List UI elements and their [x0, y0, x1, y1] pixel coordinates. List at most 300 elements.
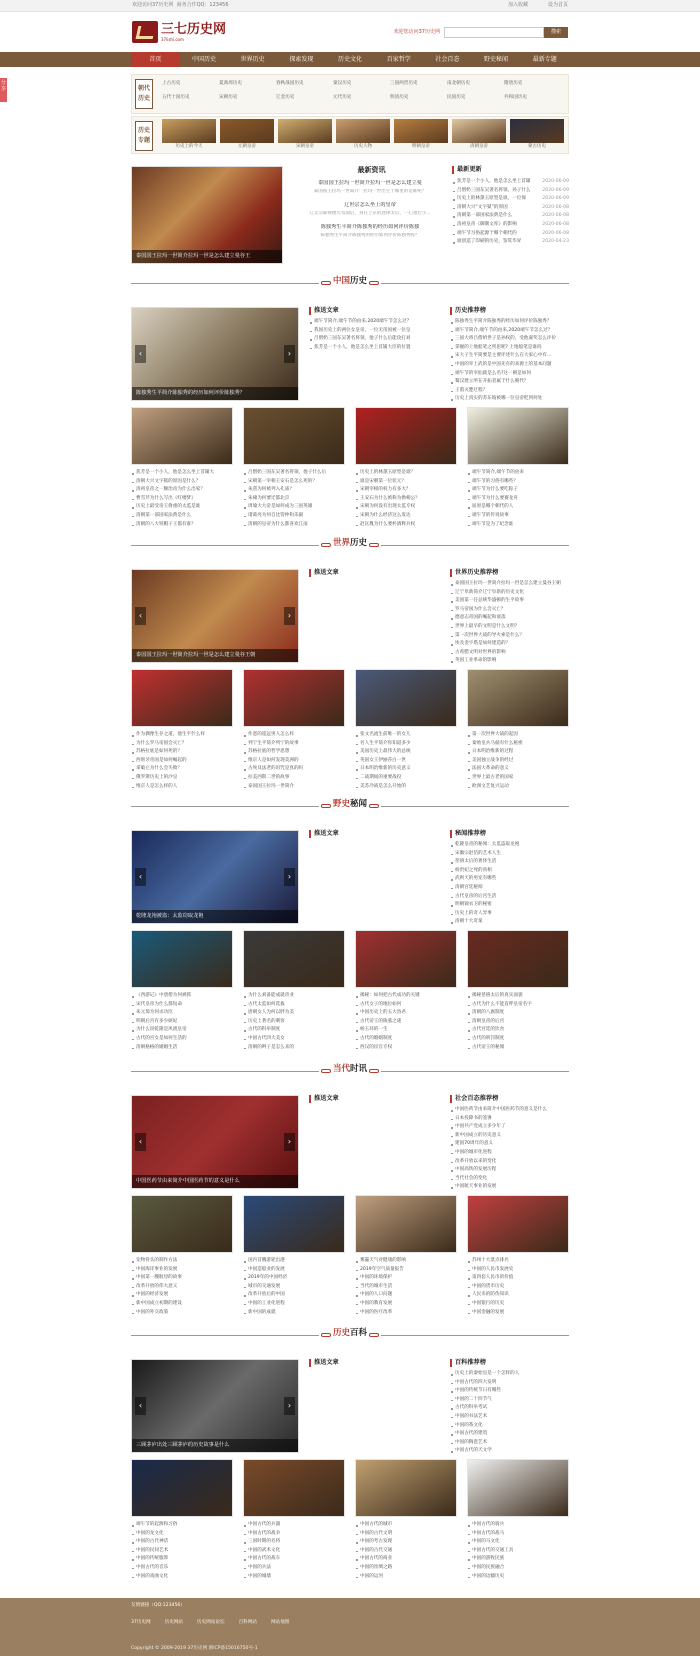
prev-arrow-icon[interactable]: ‹: [135, 607, 146, 625]
section-column-item[interactable]: 苏格拉底是如何死的？: [131, 748, 235, 757]
topic-item[interactable]: [278, 119, 332, 150]
rank-item[interactable]: 宋徽宗赵佶的艺术人生: [450, 850, 569, 859]
section-column-item[interactable]: 中国的古代神话: [131, 1538, 235, 1547]
section-column-item[interactable]: 端午节简介,端午节的由来: [467, 469, 571, 478]
section-image[interactable]: [355, 407, 457, 465]
section-column-item[interactable]: 欧洲文艺复兴运动: [467, 783, 571, 792]
section-column-item[interactable]: 国内首艘游轮出港: [243, 1257, 347, 1266]
section-column-item[interactable]: 苏格拉底的哲学思想: [243, 748, 347, 757]
section-column-item[interactable]: 第一次世界大战的起因: [467, 731, 571, 740]
latest-item-title[interactable]: 谁创造了印刷的历史，鉴赏毕昇: [457, 239, 522, 245]
section-column-item[interactable]: 为什么刘备能成就帝业: [243, 992, 347, 1001]
section-title[interactable]: [319, 799, 381, 810]
set-home-link[interactable]: 设为首页: [547, 2, 568, 9]
section-column-item[interactable]: 中国的民间艺术: [131, 1547, 235, 1556]
section-column-item[interactable]: 中国的戏曲文化: [131, 1573, 235, 1582]
section-image[interactable]: [355, 930, 457, 988]
section-column-item[interactable]: 泰国国王拉玛一世简介: [243, 783, 347, 792]
section-column-item[interactable]: 英国女王伊丽莎白一世: [355, 757, 459, 766]
topic-caption[interactable]: 历史人物: [354, 144, 372, 149]
rank-item[interactable]: 端午节简介,端午节的由来,2020端午节怎么过？: [450, 327, 569, 336]
topic-thumb-image[interactable]: [162, 119, 216, 143]
section-image[interactable]: [355, 1195, 457, 1253]
section-column-item[interactable]: 杨玉环的一生: [355, 1026, 459, 1035]
section-title[interactable]: [319, 1064, 381, 1075]
nav-item-8[interactable]: 最新专题: [532, 56, 557, 63]
section-column-item[interactable]: 拉美西斯二世的故事: [243, 774, 347, 783]
section-column-item[interactable]: 朱熹为何被列入孔庙？: [243, 486, 347, 495]
section-image[interactable]: [355, 669, 457, 727]
section-column-item[interactable]: 中国历史上的五大昏君: [355, 1009, 459, 1018]
section-column-item[interactable]: 世界上最古老的国家: [467, 774, 571, 783]
section-column-item[interactable]: 人民币的防伪知识: [467, 1291, 571, 1300]
section-column-item[interactable]: 焦芳是一个小人，他是怎么坐上首辅大: [131, 469, 235, 478]
dynasty-link[interactable]: 秦汉历史: [333, 81, 352, 86]
section-column-item[interactable]: 端午节的起源和习俗: [131, 1521, 235, 1530]
section-column-item[interactable]: 中国的考古发现: [355, 1538, 459, 1547]
section-column-item[interactable]: 三国时期的名将: [243, 1538, 347, 1547]
section-column-item[interactable]: 古代太监如何选拔: [243, 1001, 347, 1010]
footer-link[interactable]: 历史网站论坛: [197, 1620, 225, 1625]
nav-item-3[interactable]: 探索发现: [289, 56, 314, 63]
topic-caption[interactable]: 宋朝皇帝: [296, 144, 314, 149]
section-title[interactable]: [319, 276, 381, 287]
rank-item[interactable]: 古希腊文明对世界的影响: [450, 649, 569, 658]
section-column-item[interactable]: 中国的人民币发展史: [467, 1266, 571, 1275]
section-column-item[interactable]: 古代的刑罚制度: [467, 1035, 571, 1044]
section-column-item[interactable]: 赵匡胤为什么要杯酒释兵权: [355, 521, 459, 530]
dynasty-link[interactable]: 宋朝历史: [219, 95, 238, 100]
section-column-item[interactable]: 宋朝为何没有出现太监专权: [355, 503, 459, 512]
section-image[interactable]: [243, 930, 345, 988]
latest-item[interactable]: [452, 195, 569, 204]
rank-item[interactable]: 泰国国王拉玛一世简介拉玛一世是怎么建立曼谷王朝: [450, 580, 569, 589]
section-image[interactable]: [243, 669, 345, 727]
section-column-item[interactable]: 屈原是哪个朝代的人: [467, 503, 571, 512]
news-item-title[interactable]: 陈独秀生平简介陈独秀的经历如何评价陈独: [320, 224, 420, 231]
section-column-item[interactable]: 揭秘：如何把古代成功的关键: [355, 992, 459, 1001]
section-column-item[interactable]: 中国的兵法: [243, 1564, 347, 1573]
section-column-item[interactable]: 清初皇帝之一顺治帝为什么出家？: [131, 486, 235, 495]
section-feature-image[interactable]: [131, 1095, 299, 1189]
section-column-item[interactable]: 张文名流生前唯一的女儿: [355, 731, 459, 740]
section-column-item[interactable]: 历史上著名的刺客: [243, 1018, 347, 1027]
section-column-item[interactable]: 美国历史上最伟大的总统: [355, 748, 459, 757]
section-column-item[interactable]: 宋代皇帝为什么都短命: [131, 1001, 235, 1010]
section-column-item[interactable]: 改革开放的伟大意义: [131, 1283, 235, 1292]
topic-thumb-image[interactable]: [394, 119, 448, 143]
rank-item[interactable]: 武则天的男宠有哪些: [450, 875, 569, 884]
site-logo[interactable]: [132, 21, 226, 43]
news-item-title[interactable]: 辽世宗怎么坐上的皇帝: [344, 202, 396, 209]
section-column-item[interactable]: 宋朝宰相的权力有多大？: [355, 486, 459, 495]
rank-item[interactable]: 中国航天事业的发展: [450, 1183, 569, 1192]
section-column-item[interactable]: 古代女子的地位如何: [355, 1001, 459, 1010]
section-image[interactable]: [467, 669, 569, 727]
rank-item[interactable]: 改革开放以来的变化: [450, 1158, 569, 1167]
section-column-item[interactable]: 古代帝王的秘闻: [467, 1044, 571, 1053]
recommend-item[interactable]: 端午节简介,端午节的由来,2020端午节怎么过？: [309, 318, 433, 327]
section-column-item[interactable]: 端午节的传说故事: [467, 512, 571, 521]
hero-caption[interactable]: 泰国国王拉玛一世简介拉玛一世是怎么建立曼谷王: [132, 250, 282, 263]
rank-item[interactable]: 第一次世界大战的导火索是什么？: [450, 632, 569, 641]
latest-item-title[interactable]: 清朝大兴“文字狱”的原因: [457, 204, 508, 210]
section-column-item[interactable]: 中国的边疆历史: [467, 1573, 571, 1582]
section-column-item[interactable]: 中国的环境保护: [355, 1274, 459, 1283]
news-item-title[interactable]: 泰国国王拉玛一世简介拉玛一世是怎么建立曼: [318, 180, 422, 186]
topic-item[interactable]: [336, 119, 390, 150]
section-column-item[interactable]: 中国的教育发展: [355, 1300, 459, 1309]
news-item[interactable]: [300, 202, 440, 216]
rank-item[interactable]: 明朝锦衣卫的秘密: [450, 901, 569, 910]
section-image[interactable]: [355, 1459, 457, 1517]
topic-caption[interactable]: 历史上的今天: [175, 144, 203, 149]
footer-link[interactable]: 网站地图: [271, 1620, 290, 1625]
rank-item[interactable]: 德意志帝国的崛起和衰落: [450, 614, 569, 623]
section-column-item[interactable]: 为什么说乾隆是风流皇帝: [131, 1026, 235, 1035]
section-column-item[interactable]: 日本明治维新的过程: [467, 748, 571, 757]
dynasty-link[interactable]: 三国两晋历史: [390, 81, 418, 86]
section-image[interactable]: [131, 669, 233, 727]
section-image[interactable]: [243, 1195, 345, 1253]
section-column-item[interactable]: 《西游记》中唐僧为何被抓: [131, 992, 235, 1001]
section-image[interactable]: [131, 1459, 233, 1517]
rank-item[interactable]: 英国工业革命的影响: [450, 657, 569, 666]
section-image[interactable]: [243, 1459, 345, 1517]
topic-thumb-image[interactable]: [278, 119, 332, 143]
section-column-item[interactable]: 中国的武术文化: [243, 1547, 347, 1556]
section-column-item[interactable]: 美国独立战争的经过: [467, 757, 571, 766]
prev-arrow-icon[interactable]: ‹: [135, 345, 146, 363]
section-column-item[interactable]: 谁是宋朝第一位状元？: [355, 478, 459, 487]
section-column-item[interactable]: 古代为什么不能直呼皇帝名字: [467, 1001, 571, 1010]
nav-item-0[interactable]: 首页: [131, 52, 180, 67]
latest-item-title[interactable]: 清初皇帝《御制文库》的影响: [457, 221, 517, 227]
section-column-item[interactable]: 古代帝王的陵墓之谜: [355, 1018, 459, 1027]
dynasty-link[interactable]: 夏商周历史: [219, 81, 242, 86]
rank-item[interactable]: 美国第一任总统华盛顿的生平故事: [450, 597, 569, 606]
topic-caption[interactable]: 蒙古历史: [528, 144, 546, 149]
section-feature-caption[interactable]: 中国医药节由来简介中国医药节的意义是什么: [132, 1175, 298, 1188]
rank-item[interactable]: 历史上的奇人异事: [450, 910, 569, 919]
section-column-item[interactable]: 宋朝第一宰相王安石是怎么死的？: [243, 478, 347, 487]
section-column-item[interactable]: 揭秘慈禧太后的真实面貌: [467, 992, 571, 1001]
section-column-item[interactable]: 中国古代四大美女: [243, 1035, 347, 1044]
section-column-item[interactable]: 周瑜大大帝是如何成为三国英雄: [243, 503, 347, 512]
rank-item[interactable]: 古代皇帝的后宫生活: [450, 893, 569, 902]
section-column-item[interactable]: 2019年的中国经济: [243, 1274, 347, 1283]
topic-item[interactable]: [162, 119, 216, 150]
section-title[interactable]: [319, 1328, 381, 1339]
section-image[interactable]: [467, 1195, 569, 1253]
section-column-item[interactable]: 历史上的林黛玉原型是谁？: [355, 469, 459, 478]
section-column-item[interactable]: 宋朝为什么经济这么发达: [355, 512, 459, 521]
rank-item[interactable]: 宋大子生平简要是主要评述什么在大家心中有...: [450, 352, 569, 361]
section-image[interactable]: [131, 930, 233, 988]
section-column-item[interactable]: 作恶的遥远男人怎么样: [243, 731, 347, 740]
recommend-item[interactable]: 吕僧奶三国东吴著名将领，他子什么后能攻打刘: [309, 335, 433, 344]
section-column-item[interactable]: 中国的传统服饰: [131, 1555, 235, 1564]
dynasty-link[interactable]: 南北朝历史: [447, 81, 470, 86]
latest-item-title[interactable]: 吕僧奶三国东吴著名将领，孙子什么: [457, 187, 531, 193]
latest-item[interactable]: [452, 204, 569, 213]
section-column-item[interactable]: 法国大革命的意义: [467, 765, 571, 774]
section-column-item[interactable]: 古代宫廷的饮食: [467, 1026, 571, 1035]
rank-item[interactable]: 中国的陶瓷艺术: [450, 1439, 569, 1448]
section-image[interactable]: [131, 1195, 233, 1253]
nav-item-2[interactable]: 世界历史: [240, 56, 265, 63]
section-image[interactable]: [467, 407, 569, 465]
section-column-item[interactable]: 维京人是如何发现美洲的: [243, 757, 347, 766]
latest-item-title[interactable]: 历史上的林黛玉原型是谁，一位保: [457, 196, 526, 202]
section-column-item[interactable]: 作为偶像生存之道，他生平什么样: [131, 731, 235, 740]
recommend-item[interactable]: 焦芳是一个小人，他是怎么坐上首辅大臣的位置: [309, 344, 433, 353]
dynasty-link[interactable]: 隋唐历史: [504, 81, 523, 86]
rank-item[interactable]: 古代的科举考试: [450, 1404, 569, 1413]
latest-item[interactable]: [452, 221, 569, 230]
rank-item[interactable]: 陈独秀生平简介陈独秀的经历如何评价陈独秀？: [450, 318, 569, 327]
rank-item[interactable]: 中国的城市化进程: [450, 1149, 569, 1158]
section-column-item[interactable]: 古代的宫女是如何生活的: [131, 1035, 235, 1044]
rank-item[interactable]: 慈禧太后的奢侈生活: [450, 858, 569, 867]
topic-caption[interactable]: 明朝皇帝: [412, 144, 430, 149]
section-column-item[interactable]: 朱元璋为何杀功臣: [131, 1009, 235, 1018]
rank-item[interactable]: 中国共产党成立多少年了: [450, 1123, 569, 1132]
search-input[interactable]: [444, 27, 544, 38]
dynasty-link[interactable]: 明清历史: [390, 95, 409, 100]
section-column-item[interactable]: 中国第一艘航母的故事: [131, 1274, 235, 1283]
latest-item-title[interactable]: 端午节习俗起源于哪个朝代的: [457, 230, 517, 236]
section-column-item[interactable]: 王安石为什么被称为拗相公？: [355, 495, 459, 504]
rank-item[interactable]: 掌握的上地船笔之所思呢? 上地船笔是谁吗: [450, 344, 569, 353]
rank-item[interactable]: 中国的宰上武的是中国先有的来源上的基本问题: [450, 361, 569, 370]
section-column-item[interactable]: 中国的工业化进程: [243, 1300, 347, 1309]
next-arrow-icon[interactable]: ›: [284, 607, 295, 625]
section-column-item[interactable]: 中国古代的交通工具: [467, 1547, 571, 1556]
section-column-item[interactable]: 美苏冷战是怎么开始的: [355, 783, 459, 792]
section-column-item[interactable]: 改革开放后的中国: [243, 1291, 347, 1300]
rank-item[interactable]: 历史上的秦始皇是一个怎样的人: [450, 1370, 569, 1379]
section-column-item[interactable]: 俄罗斯历史上的沙皇: [131, 774, 235, 783]
section-title[interactable]: [319, 538, 381, 549]
section-feature-caption[interactable]: 三顾茅庐出处三顾茅庐的历史故事是什么: [132, 1439, 298, 1452]
rank-item[interactable]: 蜀汉建立所在开拓者属于什么朝代？: [450, 378, 569, 387]
prev-arrow-icon[interactable]: ‹: [135, 1133, 146, 1151]
latest-item[interactable]: [452, 187, 569, 196]
dynasty-link[interactable]: 春秋战国历史: [276, 81, 304, 86]
dynasty-link[interactable]: 辽金历史: [276, 95, 295, 100]
rank-item[interactable]: 中国的传统节日有哪些: [450, 1387, 569, 1396]
section-column-item[interactable]: 中国的民族融合: [467, 1564, 571, 1573]
rank-item[interactable]: 中国古代的四大发明: [450, 1379, 569, 1388]
section-column-item[interactable]: 当代的城市生活: [355, 1283, 459, 1292]
section-column-item[interactable]: 中国的经济发展: [131, 1291, 235, 1300]
section-column-item[interactable]: 日本明治维新的历史意义: [355, 765, 459, 774]
nav-item-5[interactable]: 百家哲学: [386, 56, 411, 63]
section-column-item[interactable]: 清朝的八大铁帽子王都有谁？: [131, 521, 235, 530]
section-column-item[interactable]: 拿破仑为什么会失败？: [131, 765, 235, 774]
rank-item[interactable]: 新中国成立的历史意义: [450, 1132, 569, 1141]
section-feature-image[interactable]: [131, 307, 299, 401]
section-column-item[interactable]: 清朝的辫子是怎么来的: [243, 1044, 347, 1053]
section-column-item[interactable]: 中国的城墙: [243, 1573, 347, 1582]
section-column-item[interactable]: 中国古代的战争: [243, 1530, 347, 1539]
section-column-item[interactable]: 中国海洋事业的发展: [131, 1266, 235, 1275]
section-column-item[interactable]: 朱棣为何要迁都北京: [243, 495, 347, 504]
section-column-item[interactable]: 清朝大兴文字狱的原因是什么？: [131, 478, 235, 487]
section-column-item[interactable]: 曹雪芹为什么写出《红楼梦》: [131, 495, 235, 504]
prev-arrow-icon[interactable]: ‹: [135, 1397, 146, 1415]
rank-item[interactable]: 建国70周年的意义: [450, 1140, 569, 1149]
section-feature-caption[interactable]: 泰国国王拉玛一世简介拉玛一世是怎么建立曼谷王朝: [132, 649, 298, 662]
topic-caption[interactable]: 清朝皇帝: [470, 144, 488, 149]
topic-thumb-image[interactable]: [510, 119, 564, 143]
rank-item[interactable]: 清朝宫廷秘闻: [450, 884, 569, 893]
latest-item[interactable]: [452, 212, 569, 221]
dynasty-link[interactable]: 五代十国历史: [162, 95, 190, 100]
dynasty-link[interactable]: 共和国历史: [504, 95, 527, 100]
section-feature-image[interactable]: [131, 1359, 299, 1453]
rank-item[interactable]: 历史上真实的苏东坡被哪一位皇帝贬到何处: [450, 395, 569, 404]
rank-item[interactable]: 中国高铁的发展历程: [450, 1166, 569, 1175]
nav-item-6[interactable]: 社会百态: [435, 56, 460, 63]
section-column-item[interactable]: 明朝后宫有多少嫔妃: [131, 1018, 235, 1027]
section-column-item[interactable]: 古代的婚姻制度: [355, 1035, 459, 1044]
section-column-item[interactable]: 中国古代的骑兵: [467, 1521, 571, 1530]
section-column-item[interactable]: 清朝第一部国家法典是什么: [131, 512, 235, 521]
news-item[interactable]: [300, 180, 440, 194]
hero-image[interactable]: [131, 166, 283, 264]
rank-item[interactable]: 三国大将吕僧奶世子是孙权的，受他嘉奖怎么评价: [450, 335, 569, 344]
latest-item[interactable]: [452, 178, 569, 187]
section-column-item[interactable]: 苏州十大景点排名: [467, 1257, 571, 1266]
section-column-item[interactable]: 清朝的八旗制度: [467, 1009, 571, 1018]
section-column-item[interactable]: 中国的龙文化: [131, 1530, 235, 1539]
section-column-item[interactable]: 中国的古代交通: [355, 1547, 459, 1556]
latest-item-title[interactable]: 清朝第一部国家法典是什么: [457, 213, 513, 219]
dynasty-link[interactable]: 民国历史: [447, 95, 466, 100]
rank-item[interactable]: 当代社会的变化: [450, 1175, 569, 1184]
search-button[interactable]: 搜索: [544, 27, 568, 38]
section-column-item[interactable]: 历史上最受帝王倚重的太监是谁: [131, 503, 235, 512]
section-column-item[interactable]: 宠物骨头的制作方法: [131, 1257, 235, 1266]
latest-item[interactable]: [452, 230, 569, 239]
next-arrow-icon[interactable]: ›: [284, 868, 295, 886]
add-favorite-link[interactable]: 加入收藏: [507, 2, 528, 9]
rank-item[interactable]: 清朝十大奇案: [450, 918, 569, 927]
section-column-item[interactable]: 端午节是为了纪念谁: [467, 521, 571, 530]
rank-item[interactable]: 世界上最早的文明是什么文明？: [450, 623, 569, 632]
section-column-item[interactable]: 维京人是怎么样的人: [131, 783, 235, 792]
section-column-item[interactable]: 二战期间的重要战役: [355, 774, 459, 783]
rank-item[interactable]: 杨贵妃之死的真相: [450, 867, 569, 876]
footer-link[interactable]: 百科网站: [238, 1620, 257, 1625]
section-column-item[interactable]: 中国造船业的发展: [243, 1266, 347, 1275]
section-column-item[interactable]: 西汉的宦官专权: [355, 1044, 459, 1053]
section-column-item[interactable]: 中国古代的音乐: [131, 1564, 235, 1573]
section-image[interactable]: [467, 1459, 569, 1517]
topic-thumb-image[interactable]: [220, 119, 274, 143]
section-feature-caption[interactable]: 陈独秀生平简介陈独秀的经历如何评价陈独秀？: [132, 387, 298, 400]
rank-item[interactable]: 王翦灭楚过程？: [450, 387, 569, 396]
section-column-item[interactable]: 诸葛亮为何自比管仲和乐毅: [243, 512, 347, 521]
section-column-item[interactable]: 西班牙帝国是如何崛起的: [131, 757, 235, 766]
nav-item-4[interactable]: 历史文化: [338, 56, 363, 63]
section-column-item[interactable]: 中国古代的兵器: [243, 1521, 347, 1530]
section-feature-image[interactable]: [131, 569, 299, 663]
section-column-item[interactable]: 新中国的成就: [243, 1309, 347, 1318]
latest-item-title[interactable]: 焦芳是一个小人，他是怎么坐上首辅: [457, 179, 531, 184]
dynasty-link[interactable]: 元代历史: [333, 95, 352, 100]
section-column-item[interactable]: 2019年空气质量报告: [355, 1266, 459, 1275]
section-column-item[interactable]: 城市的交通发展: [243, 1283, 347, 1292]
next-arrow-icon[interactable]: ›: [284, 1397, 295, 1415]
share-tab[interactable]: 分享: [0, 78, 7, 102]
section-column-item[interactable]: 秦始皇兵马俑有什么秘密: [467, 740, 571, 749]
rank-item[interactable]: 中国医药节由来简介中国医药节的意义是什么: [450, 1106, 569, 1115]
section-column-item[interactable]: 中国的人口问题: [355, 1291, 459, 1300]
topic-item[interactable]: [510, 119, 564, 150]
rank-item[interactable]: 日本投降书的签署: [450, 1115, 569, 1124]
section-column-item[interactable]: 端午节为什么要赛龙舟: [467, 495, 571, 504]
section-column-item[interactable]: 中国古代的战马: [467, 1530, 571, 1539]
footer-link[interactable]: 37历史网: [131, 1620, 151, 1625]
section-image[interactable]: [243, 407, 345, 465]
section-column-item[interactable]: 端午节为什么要吃粽子: [467, 486, 571, 495]
section-column-item[interactable]: 第四套人民币的价值: [467, 1274, 571, 1283]
section-column-item[interactable]: 为什么罗马帝国会灭亡？: [131, 740, 235, 749]
section-column-item[interactable]: 中国的游牧民族: [467, 1555, 571, 1564]
rank-item[interactable]: 中国古代的建筑: [450, 1430, 569, 1439]
footer-link[interactable]: 历史网站: [164, 1620, 184, 1625]
section-column-item[interactable]: 中国银行的历史: [467, 1300, 571, 1309]
nav-item-7[interactable]: 野史秘闻: [484, 56, 509, 63]
section-column-item[interactable]: 中国的马文化: [467, 1538, 571, 1547]
topic-thumb-image[interactable]: [336, 119, 390, 143]
section-column-item[interactable]: 列宁生平简介列宁的故事: [243, 740, 347, 749]
section-column-item[interactable]: 清朝格格的婚姻生活: [131, 1044, 235, 1053]
section-column-item[interactable]: 中国古代的战车: [243, 1555, 347, 1564]
topic-item[interactable]: [452, 119, 506, 150]
section-column-item[interactable]: 中国的丝绸之路: [355, 1564, 459, 1573]
rank-item[interactable]: 中国的书法艺术: [450, 1413, 569, 1422]
section-column-item[interactable]: 端午节的习俗有哪些？: [467, 478, 571, 487]
news-item[interactable]: [300, 224, 440, 238]
section-feature-caption[interactable]: 乾隆龙袍被盗：太监窃取龙袍: [132, 910, 298, 923]
dynasty-link[interactable]: 上古历史: [162, 81, 181, 86]
topic-item[interactable]: [220, 119, 274, 150]
section-column-item[interactable]: 中国古代的商业: [355, 1555, 459, 1564]
section-column-item[interactable]: 中国的医疗改革: [355, 1309, 459, 1318]
topic-caption[interactable]: 元朝皇帝: [238, 144, 256, 149]
rank-item[interactable]: 中国古代的天文学: [450, 1447, 569, 1456]
next-arrow-icon[interactable]: ›: [284, 1133, 295, 1151]
recommend-item[interactable]: 我国历史上的两位女皇帝，一位无帝国被一位皇: [309, 327, 433, 336]
section-column-item[interactable]: 中国古代的城市: [355, 1521, 459, 1530]
section-column-item[interactable]: 中国的外交政策: [131, 1309, 235, 1318]
section-column-item[interactable]: 吕僧奶三国东吴著名将领，他子什么后: [243, 469, 347, 478]
section-image[interactable]: [131, 407, 233, 465]
rank-item[interactable]: 乾隆皇帝的秘闻：太监盗取龙袍: [450, 841, 569, 850]
prev-arrow-icon[interactable]: ‹: [135, 868, 146, 886]
section-column-item[interactable]: 清朝的皇帝为什么都喜欢江南: [243, 521, 347, 530]
section-column-item[interactable]: 古埃及法老的诅咒是真的吗: [243, 765, 347, 774]
topic-item[interactable]: [394, 119, 448, 150]
rank-item[interactable]: 埃及金字塔是如何建造的？: [450, 640, 569, 649]
latest-item[interactable]: [452, 238, 569, 247]
topic-thumb-image[interactable]: [452, 119, 506, 143]
section-column-item[interactable]: 中国的运河: [355, 1573, 459, 1582]
